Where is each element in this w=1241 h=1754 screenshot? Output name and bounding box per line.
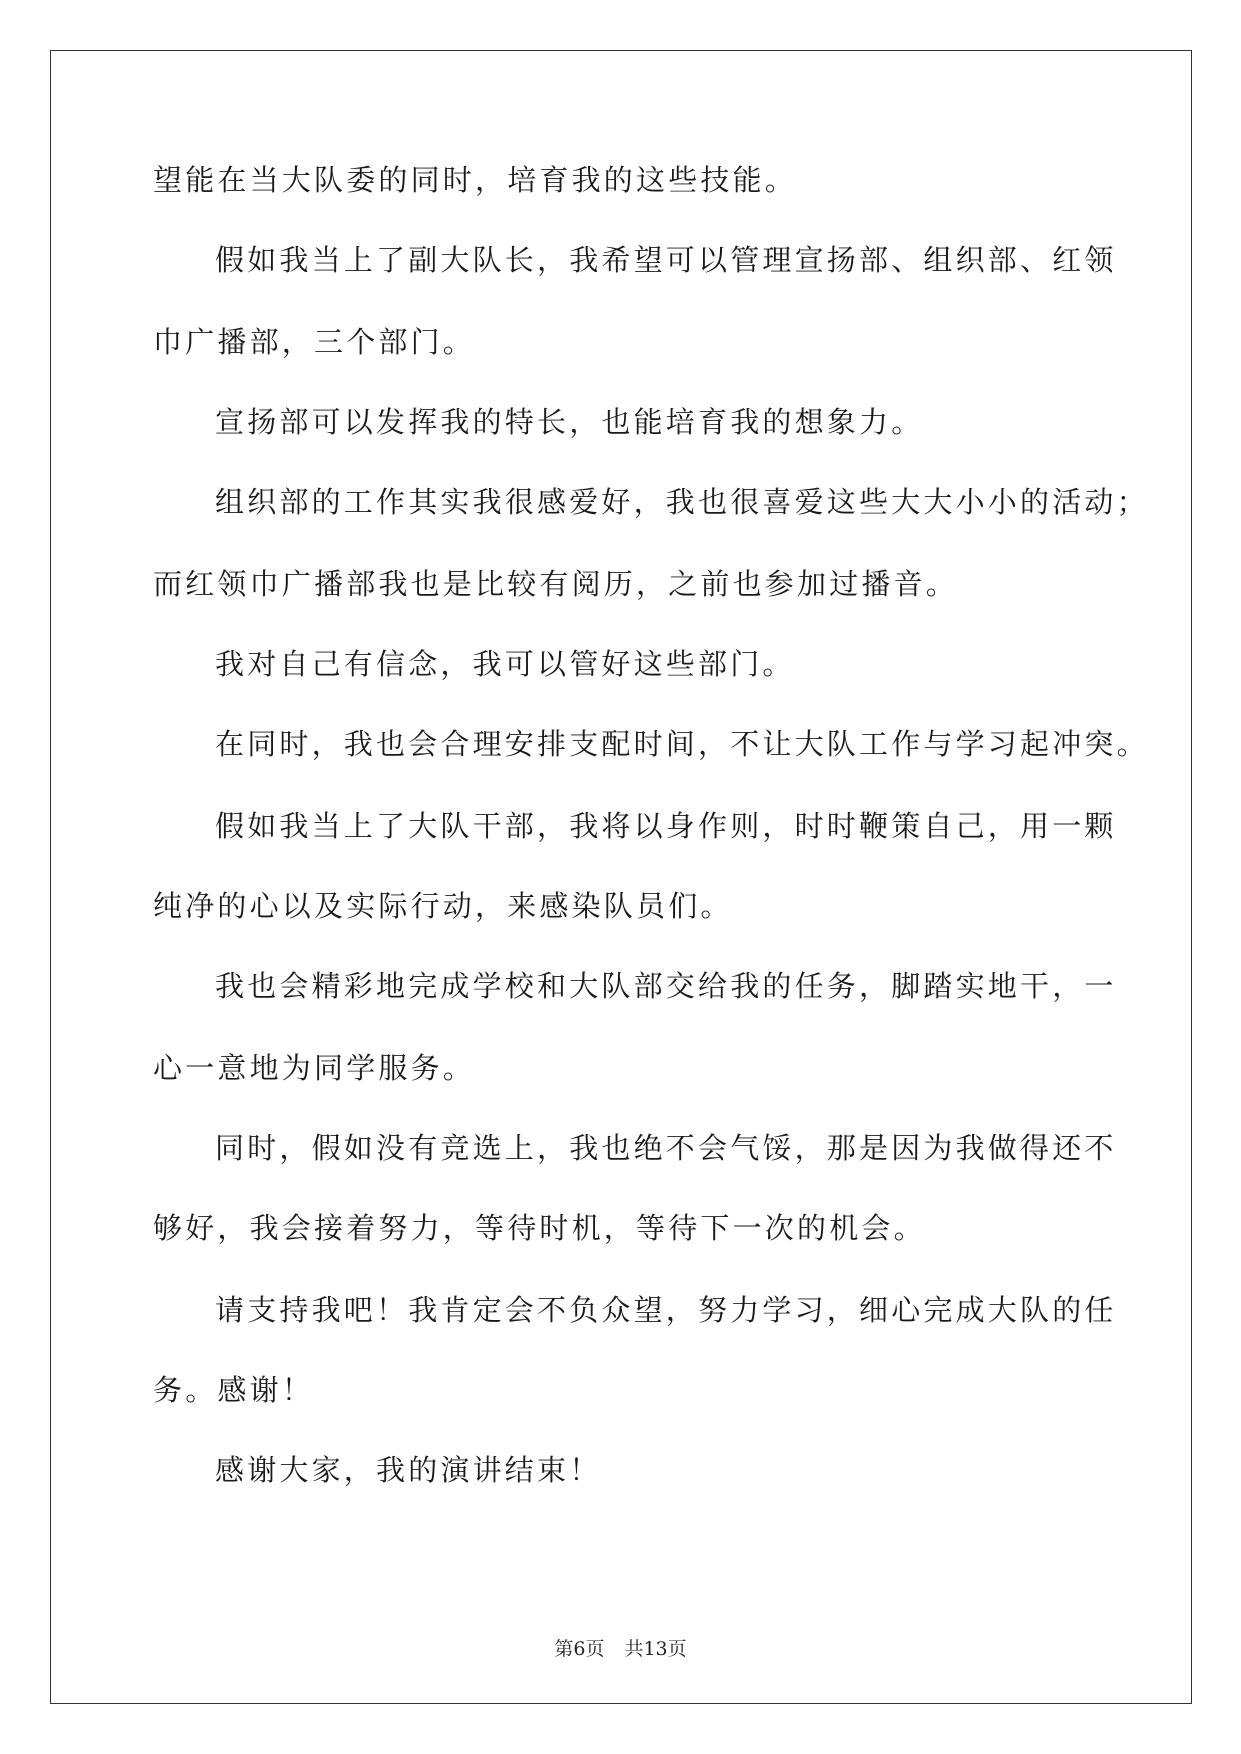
text-line: 够好，我会接着努力，等待时机，等待下一次的机会。 <box>153 1211 926 1245</box>
text-line: 心一意地为同学服务。 <box>153 1051 476 1085</box>
page-footer <box>0 1634 1241 1661</box>
page-number: 第6页 <box>554 1638 605 1660</box>
text-line: 纯净的心以及实际行动，来感染队员们。 <box>153 889 733 923</box>
page-total: 共13页 <box>624 1638 687 1660</box>
text-line: 假如我当上了副大队长，我希望可以管理宣扬部、组织部、红领 <box>215 243 1117 277</box>
text-line: 宣扬部可以发挥我的特长，也能培育我的想象力。 <box>215 405 924 439</box>
text-line: 望能在当大队委的同时，培育我的这些技能。 <box>153 163 798 197</box>
text-line: 假如我当上了大队干部，我将以身作则，时时鞭策自己，用一颗 <box>215 809 1117 843</box>
text-line: 我对自己有信念，我可以管好这些部门。 <box>215 647 795 681</box>
text-line: 我也会精彩地完成学校和大队部交给我的任务，脚踏实地干，一 <box>215 969 1117 1003</box>
text-line: 同时，假如没有竞选上，我也绝不会气馁，那是因为我做得还不 <box>215 1131 1117 1165</box>
text-line: 组织部的工作其实我很感爱好，我也很喜爱这些大大小小的活动； <box>215 485 1149 519</box>
text-line: 请支持我吧！我肯定会不负众望，努力学习，细心完成大队的任 <box>215 1293 1117 1327</box>
text-line: 而红领巾广播部我也是比较有阅历，之前也参加过播音。 <box>153 567 959 601</box>
text-line: 在同时，我也会合理安排支配时间，不让大队工作与学习起冲突。 <box>215 727 1149 761</box>
text-line: 务。感谢！ <box>153 1373 315 1407</box>
text-line: 感谢大家，我的演讲结束！ <box>215 1453 602 1487</box>
text-line: 巾广播部，三个部门。 <box>153 325 476 359</box>
